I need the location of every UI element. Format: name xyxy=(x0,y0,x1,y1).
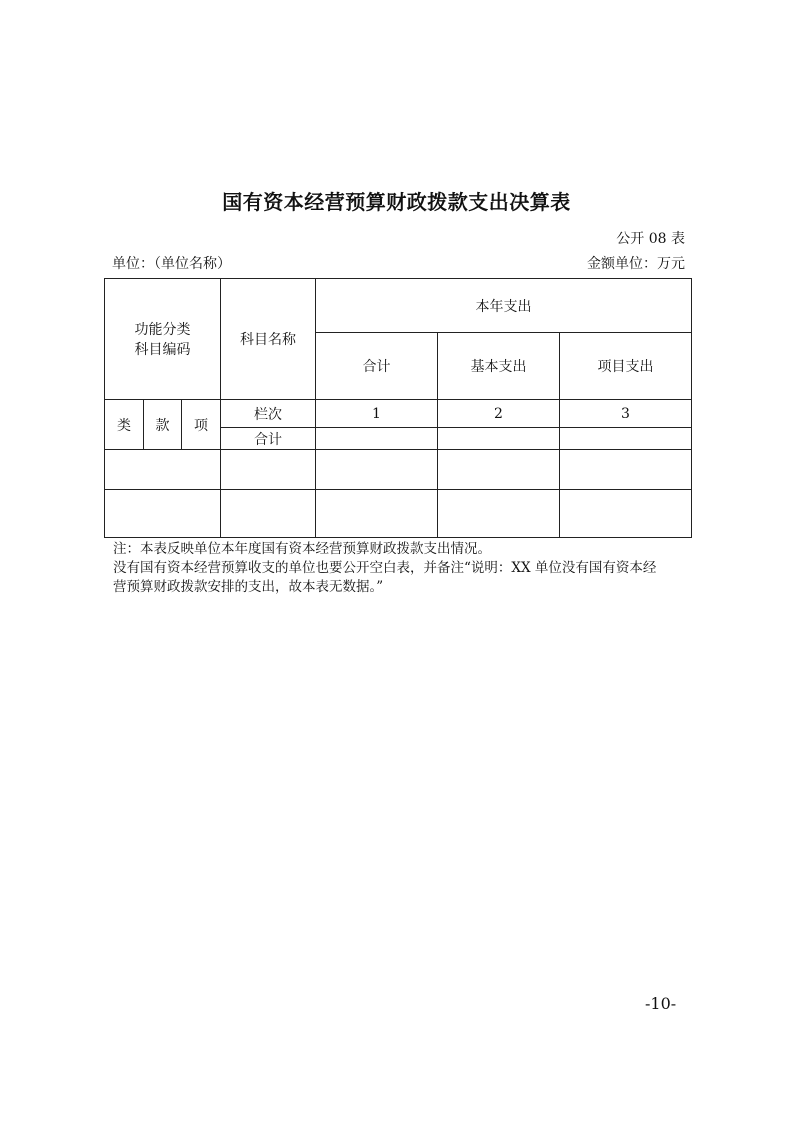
table-cell xyxy=(560,490,692,538)
column-number-3: 3 xyxy=(560,400,692,428)
page-number: -10- xyxy=(645,994,677,1013)
basic-expense-header: 基本支出 xyxy=(438,333,560,400)
function-code-line2: 科目编码 xyxy=(134,342,191,358)
column-number-2: 2 xyxy=(438,400,560,428)
table-cell xyxy=(316,490,438,538)
note-line-1: 注：本表反映单位本年度国有资本经营预算财政拨款支出情况。 xyxy=(113,541,491,557)
total-row-cell xyxy=(438,428,560,450)
section-header: 款 xyxy=(144,400,182,450)
column-number-1: 1 xyxy=(316,400,438,428)
amount-unit: 金额单位：万元 xyxy=(587,256,685,272)
category-header: 类 xyxy=(105,400,144,450)
document-title: 国有资本经营预算财政拨款支出决算表 xyxy=(222,190,571,214)
table-row xyxy=(105,450,692,490)
form-code: 公开 08 表 xyxy=(616,231,685,247)
item-header: 项 xyxy=(182,400,221,450)
table-cell xyxy=(560,450,692,490)
subject-name-header: 科目名称 xyxy=(221,279,316,400)
column-order-label: 栏次 xyxy=(221,400,316,428)
note-line-2: 没有国有资本经营预算收支的单位也要公开空白表，并备注“说明：XX 单位没有国有资本经 xyxy=(113,560,657,576)
table-cell xyxy=(221,450,316,490)
table-cell xyxy=(221,490,316,538)
expense-table xyxy=(104,278,692,538)
function-code-header xyxy=(105,279,221,400)
unit-label: 单位：（单位名称） xyxy=(112,256,231,272)
total-row-cell xyxy=(560,428,692,450)
table-cell xyxy=(316,450,438,490)
total-row-cell xyxy=(316,428,438,450)
total-header: 合计 xyxy=(316,333,438,400)
project-expense-header: 项目支出 xyxy=(560,333,692,400)
table-cell xyxy=(105,450,221,490)
table-cell xyxy=(438,450,560,490)
note-line-3: 营预算财政拨款安排的支出，故本表无数据。” xyxy=(113,579,384,595)
current-year-expense-header: 本年支出 xyxy=(316,279,692,333)
total-row-label: 合计 xyxy=(221,428,316,450)
table-cell xyxy=(105,490,221,538)
table-cell xyxy=(438,490,560,538)
notes xyxy=(113,540,693,597)
function-code-line1: 功能分类 xyxy=(134,322,191,338)
table-row xyxy=(105,490,692,538)
